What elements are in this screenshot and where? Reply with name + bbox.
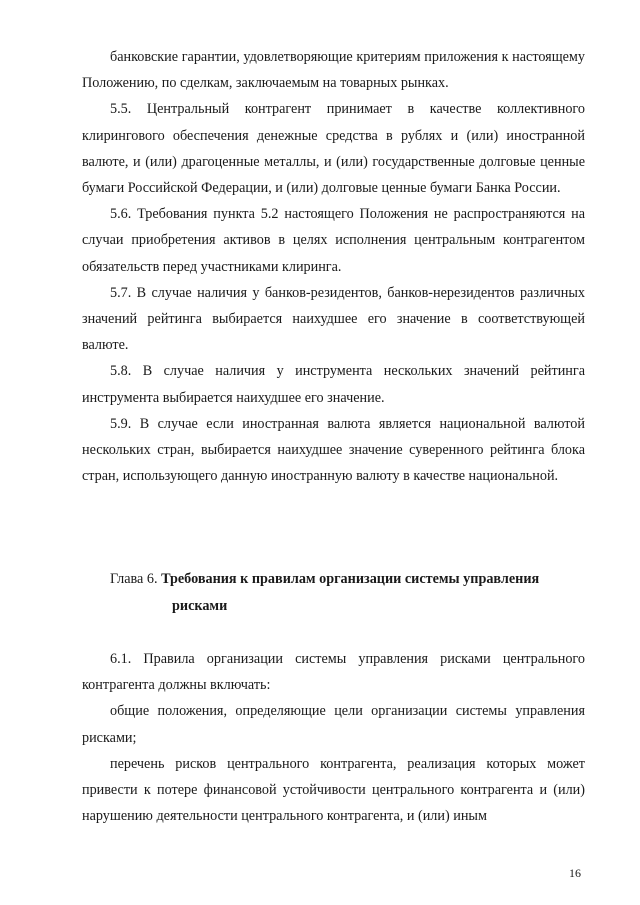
paragraph-5-5: 5.5. Центральный контрагент принимает в качестве коллективного клирингового обеспечения денежные средства в рублях и (или) иностранной валюте, и (или) драгоценные металлы, и (или) государственные долговые ценные бумаги Российской Федерации, и (или) долговые ценные бумаги Банка России. bbox=[82, 101, 585, 197]
chapter-number: Глава 6. bbox=[110, 571, 158, 587]
paragraph-5-8: 5.8. В случае наличия у инструмента нескольких значений рейтинга инструмента выбирается наихудшее его значение. bbox=[82, 363, 585, 406]
chapter-heading bbox=[110, 566, 585, 619]
paragraph-general-provisions: общие положения, определяющие цели организации системы управления рисками; bbox=[82, 703, 585, 746]
paragraph-6-1: 6.1. Правила организации системы управления рисками центрального контрагента должны включать: bbox=[82, 651, 585, 694]
paragraph-5-9: 5.9. В случае если иностранная валюта является национальной валютой нескольких стран, выбирается наихудшее значение суверенного рейтинга блока стран, использующего данную иностранную валюту в качестве национальной. bbox=[82, 415, 585, 485]
body-text-top bbox=[82, 44, 585, 489]
paragraph-5-7: 5.7. В случае наличия у банков-резидентов, банков-нерезидентов различных значений рейтинга выбирается наихудшее его значение в соответствующей валюте. bbox=[82, 284, 585, 354]
chapter-title-line2: рисками bbox=[172, 597, 228, 614]
page-number: 16 bbox=[569, 866, 581, 880]
paragraph-risk-list: перечень рисков центрального контрагента, реализация которых может привести к потере финансовой устойчивости центрального контрагента и (или) нарушению деятельности центрального контрагента, и (или) иным bbox=[82, 755, 585, 825]
paragraph-bank-guarantees: банковские гарантии, удовлетворяющие критериям приложения к настоящему Положению, по сделкам, заключаемым на товарных рынках. bbox=[82, 49, 585, 92]
chapter-title-line1: Требования к правилам организации системы управления bbox=[161, 571, 540, 587]
paragraph-5-6: 5.6. Требования пункта 5.2 настоящего Положения не распространяются на случаи приобретения активов в целях исполнения центральным контрагентом обязательств перед участниками клиринга. bbox=[82, 206, 585, 275]
body-text-bottom bbox=[82, 646, 585, 829]
